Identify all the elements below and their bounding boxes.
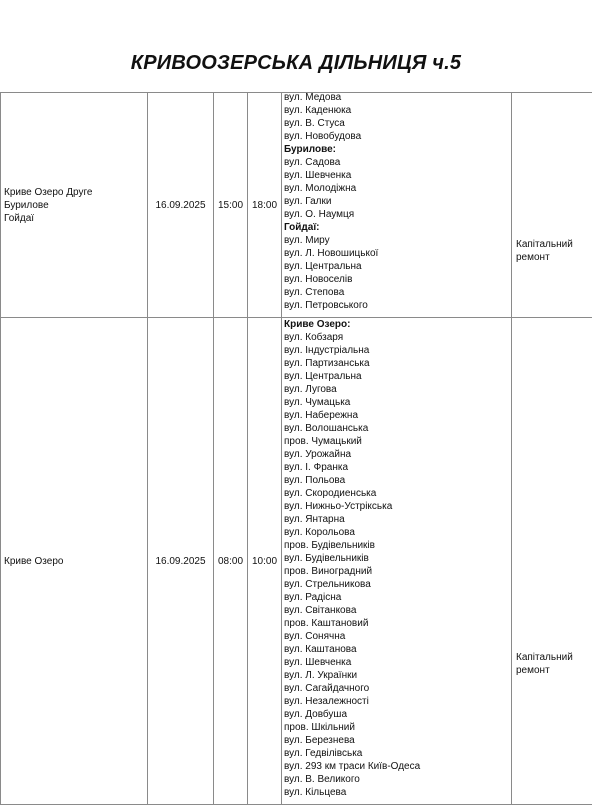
street-item: вул. Волошанська	[284, 422, 511, 435]
street-item: вул. Шевченка	[284, 656, 511, 669]
street-item: вул. Новобудова	[284, 130, 511, 143]
street-item: вул. Набережна	[284, 409, 511, 422]
street-item: пров. Виноградний	[284, 565, 511, 578]
work-type-text: ремонт	[516, 251, 592, 264]
street-item: вул. Сагайдачного	[284, 682, 511, 695]
streets-cell	[282, 93, 512, 318]
work-type-cell	[512, 93, 592, 318]
settlement-header: Криве Озеро:	[284, 318, 511, 331]
street-item: вул. В. Великого	[284, 773, 511, 786]
settlement-header: Бурилове:	[284, 143, 511, 156]
settlement-name: Криве Озеро	[4, 555, 147, 568]
street-item: вул. 293 км траси Київ-Одеса	[284, 760, 511, 773]
end-time-cell: 18:00	[248, 93, 282, 318]
street-item: вул. Медова	[284, 91, 511, 104]
street-item: вул. Урожайна	[284, 448, 511, 461]
street-item: вул. Каштанова	[284, 643, 511, 656]
street-item: вул. Березнева	[284, 734, 511, 747]
street-item: пров. Каштановий	[284, 617, 511, 630]
streets-list	[284, 318, 511, 799]
page-title: КРИВООЗЕРСЬКА ДІЛЬНИЦЯ ч.5	[0, 52, 592, 75]
street-item: вул. Центральна	[284, 260, 511, 273]
settlements-cell	[1, 318, 148, 805]
start-time-cell: 08:00	[214, 318, 248, 805]
street-item: вул. Кільцева	[284, 786, 511, 799]
street-item: вул. Гедвілівська	[284, 747, 511, 760]
street-item: пров. Будівельників	[284, 539, 511, 552]
street-item: вул. Новоселів	[284, 273, 511, 286]
settlement-header: Гойдаї:	[284, 221, 511, 234]
street-item: вул. І. Франка	[284, 461, 511, 474]
street-item: вул. Янтарна	[284, 513, 511, 526]
street-item: вул. Незалежності	[284, 695, 511, 708]
street-item: вул. Радісна	[284, 591, 511, 604]
street-item: вул. Скородиенська	[284, 487, 511, 500]
street-item: вул. Миру	[284, 234, 511, 247]
street-item: вул. Сонячна	[284, 630, 511, 643]
street-item: вул. Центральна	[284, 370, 511, 383]
street-item: вул. Петровського	[284, 299, 511, 312]
street-item: вул. Шевченка	[284, 169, 511, 182]
table-row	[1, 318, 592, 805]
street-item: вул. Корольова	[284, 526, 511, 539]
street-item: вул. Світанкова	[284, 604, 511, 617]
street-item: пров. Шкільний	[284, 721, 511, 734]
street-item: вул. Чумацька	[284, 396, 511, 409]
work-type-text: Капітальний	[516, 238, 592, 251]
street-item: вул. В. Стуса	[284, 117, 511, 130]
settlement-name: Криве Озеро Друге	[4, 186, 147, 199]
end-time-cell: 10:00	[248, 318, 282, 805]
street-item: вул. Молодіжна	[284, 182, 511, 195]
street-item: пров. Чумацький	[284, 435, 511, 448]
date-cell: 16.09.2025	[148, 93, 214, 318]
work-type-cell	[512, 318, 592, 805]
outage-schedule-table	[0, 92, 592, 805]
date-cell: 16.09.2025	[148, 318, 214, 805]
work-type-text: Капітальний	[516, 651, 592, 664]
street-item: вул. Л. Новошицької	[284, 247, 511, 260]
street-item: вул. О. Наумця	[284, 208, 511, 221]
street-item: вул. Л. Українки	[284, 669, 511, 682]
street-item: вул. Довбуша	[284, 708, 511, 721]
streets-cell	[282, 318, 512, 805]
street-item: вул. Індустріальна	[284, 344, 511, 357]
work-type-text: ремонт	[516, 664, 592, 677]
street-item: вул. Нижньо-Устрікська	[284, 500, 511, 513]
street-item: вул. Кобзаря	[284, 331, 511, 344]
street-item: вул. Садова	[284, 156, 511, 169]
start-time-cell: 15:00	[214, 93, 248, 318]
street-item: вул. Лугова	[284, 383, 511, 396]
street-item: вул. Степова	[284, 286, 511, 299]
settlements-cell	[1, 93, 148, 318]
street-item: вул. Будівельників	[284, 552, 511, 565]
table-row	[1, 93, 592, 318]
street-item: вул. Каденюка	[284, 104, 511, 117]
street-item: вул. Галки	[284, 195, 511, 208]
street-item: вул. Партизанська	[284, 357, 511, 370]
street-item: вул. Стрельникова	[284, 578, 511, 591]
settlement-name: Гойдаї	[4, 212, 147, 225]
settlement-name: Бурилове	[4, 199, 147, 212]
streets-list	[284, 91, 511, 312]
street-item: вул. Польова	[284, 474, 511, 487]
